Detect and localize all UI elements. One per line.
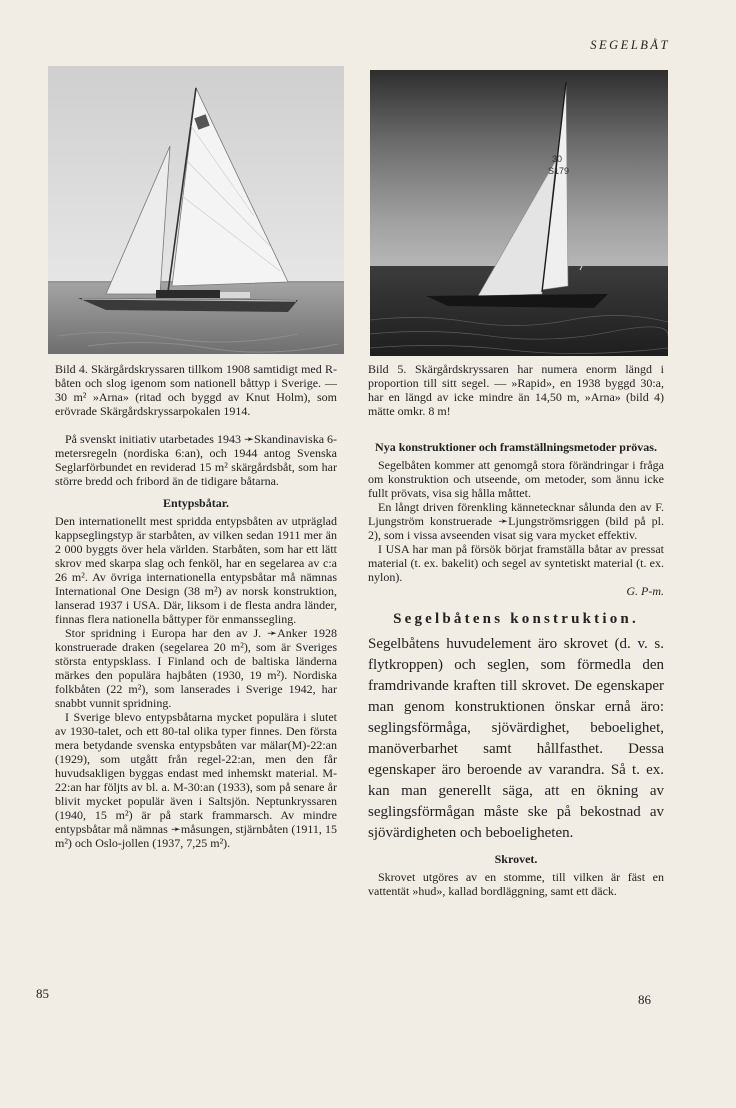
author-signature: G. P-m. (626, 584, 664, 598)
paragraph-forandringar: Segelbåten kommer att genomgå stora förändringar i fråga om konstruktion och utseende, om metoder, som ännu icke fullt prövats, visa sig hålla måttet. (368, 458, 664, 500)
lead-paragraph: Segelbåtens huvudelement äro skrovet (d. v. s. flytkroppen) och seglen, som förmedla den framdrivande kraften till skrovet. De egenskaper man genom konstruktionen önskar ernå äro: seglingsförmåga, sjövärdighet, beboelighet, manöverbarhet samt hållfasthet. Dessa egenskaper äro beroende av varandra. Så t. ex. kan man generellt säga, att en ökning av seglingsförmågan måste ske på bekostnad av sjövärdigheten och beboeligheten. (368, 636, 664, 841)
caption-bild-4: Bild 4. Skärgårdskryssaren tillkom 1908 samtidigt med R-båten och slog igenom som nationell båttyp i Sverige. — 30 m² »Arna» (ritad och byggd av Knut Holm), som erövrade Skärgårdskryssarpokalen 1914. (55, 362, 337, 418)
heading-entypsbatar: Entypsbåtar. (163, 496, 229, 510)
paragraph-usa: I USA har man på försök börjat framställa båtar av pressat material (t. ex. bakelit) och segel av syntetiskt material (t. ex. nylon). (368, 542, 664, 584)
caption-bild-5: Bild 5. Skärgårdskryssaren har numera enorm längd i proportion till sitt segel. — »Rapid», en 1938 byggd 30:a, har en längd av icke mindre än 14,50 m, »Arna» (bild 4) mätte omkr. 8 m! (368, 362, 664, 418)
page-number-left: 85 (36, 986, 49, 1001)
running-header: SEGELBÅT (590, 38, 670, 52)
section-title-konstruktion: Segelbåtens konstruktion. (393, 611, 639, 627)
svg-text:S179: S179 (548, 166, 570, 176)
photo-skargardskryssare-rapid (370, 70, 668, 356)
paragraph-sverige-entyps: I Sverige blevo entypsbåtarna mycket populära i slutet av 1930-talet, och ett 80-tal olika typer finnes. Den första mera betydande svenska entypsbåten var mälar(M)-22:an (1929), som utgått från regel-22:an, men den får huvudsakligen byggas endast med inhemskt material. M-22:an har följts av bl. a. M-30:an (1933), som på senare år blivit mycket populär även i Saltsjön. Neptunkryssaren (1940, 15 m²) är på stark frammarsch. Av mindre entypsbåtar må nämnas ➛måsungen, stjärnbåten (1911, 15 m²) och Oslo-jollen (1937, 7,25 m²). (55, 710, 337, 850)
paragraph-draken: Stor spridning i Europa har den av J. ➛Anker 1928 konstruerade draken (segelarea 20 m²), som är Sveriges största entypsklass. I Finland och de baltiska länderna märkes den populära hajbåten (1930, 19 m²). Nordiska folkbåten (22 m²), som lanserades i Sverige 1942, har snabbt vunnit spridning. (55, 626, 337, 710)
paragraph-skrovet: Skrovet utgöres av en stomme, till vilken är fäst en vattentät »hud», kallad bordläggning, samt ett däck. (368, 870, 664, 898)
photo-skargardskryssare-arna (48, 66, 344, 354)
paragraph-starbaten: Den internationellt mest spridda entypsbåten av utpräglad kappseglingstyp är starbåten, av vilken sedan 1911 mer än 2 000 byggts över hela världen. Starbåten, som har ett lätt skrov med skarpa slag och fenköl, har en segelarea av c:a 26 m². Av övriga internationella entypsbåtar må nämnas International One Design (38 m²) av norsk konstruktion, lanserad 1937 i USA. Där, liksom i de flesta andra länder, finnas flera nationella båttyper för enmanssegling. (55, 514, 337, 626)
paragraph-ljungstrom: En långt driven förenkling kännetecknar sålunda den av F. Ljungström konstruerade ➛Ljungströmsriggen (bild på pl. 2), som i vissa avseenden visat sig vara mycket effektiv. (368, 500, 664, 542)
svg-text:30: 30 (552, 154, 563, 164)
page-number-right: 86 (638, 992, 651, 1007)
paragraph-6-metersregeln: På svenskt initiativ utarbetades 1943 ➛Skandinaviska 6-metersregeln (nordiska 6:an), och 1944 antog Svenska Seglarförbundet en reviderad 15 m² skärgårdsbåt, som har större bredd och fribord än de tidigare båtarna. (55, 432, 338, 488)
heading-nya-konstruktioner: Nya konstruktioner och framställningsmetoder prövas. (375, 440, 657, 454)
heading-skrovet: Skrovet. (494, 852, 538, 866)
